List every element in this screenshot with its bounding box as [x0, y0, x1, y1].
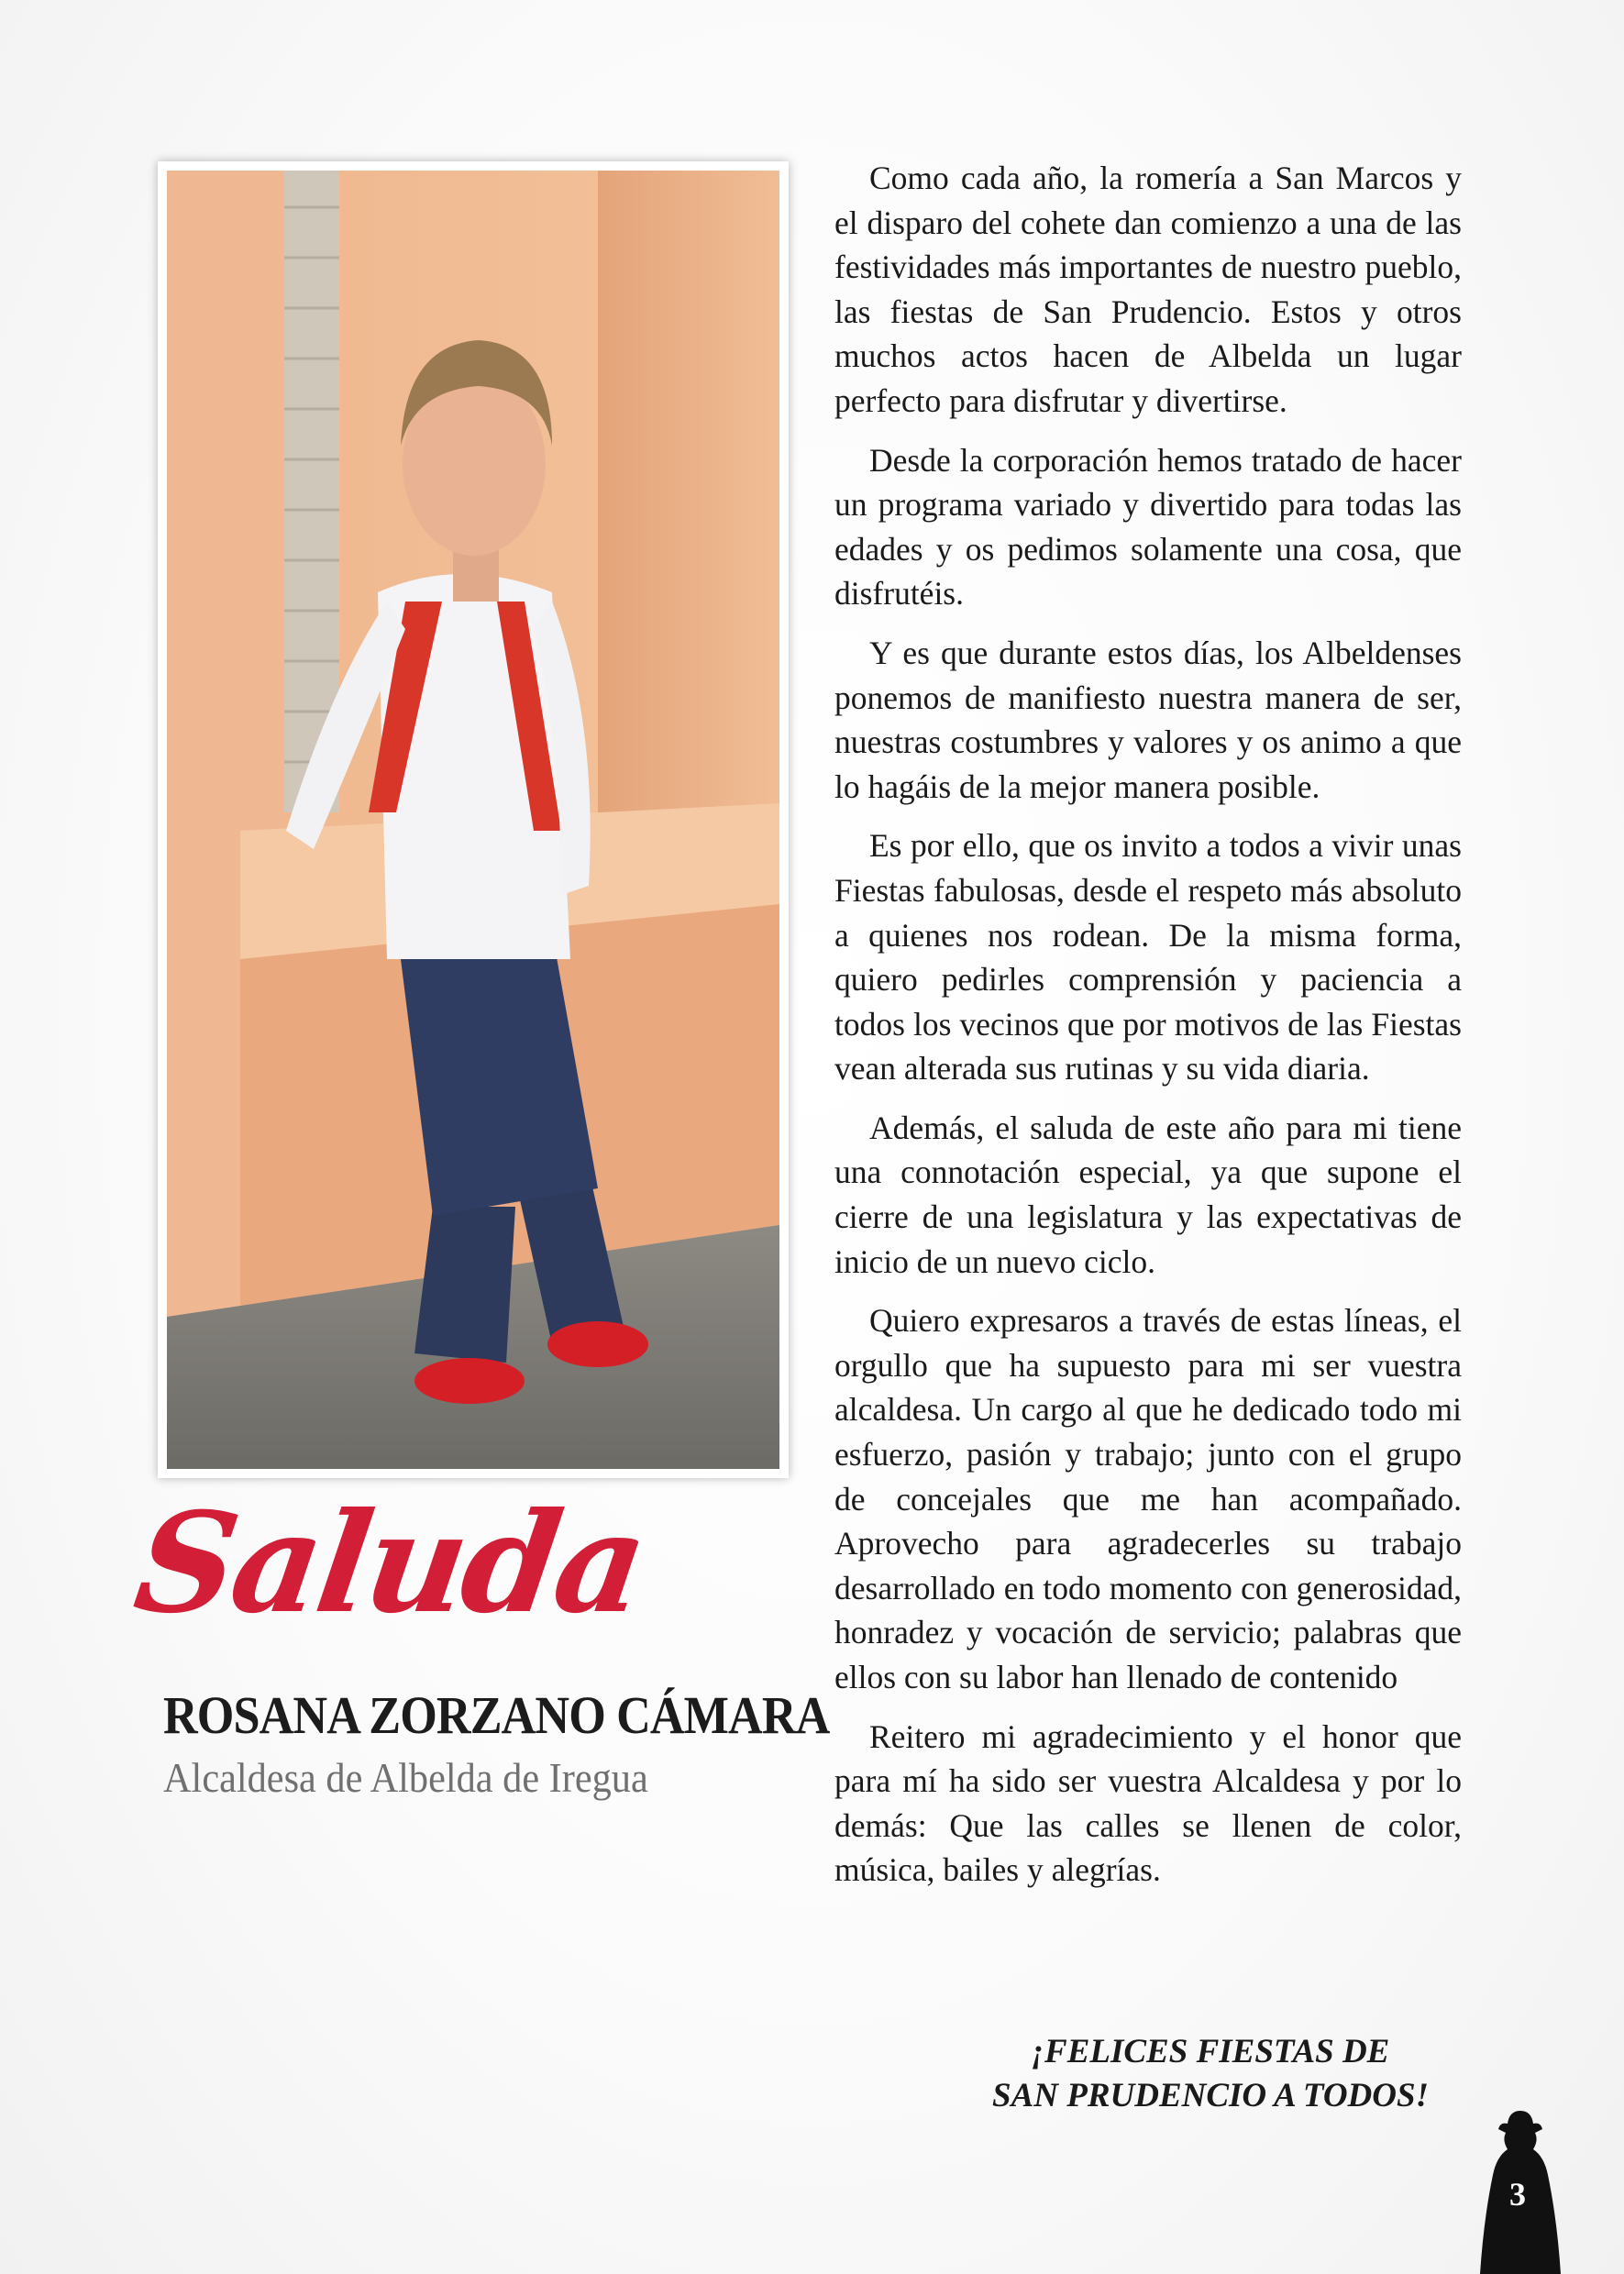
- paragraph: Desde la corporación hemos tratado de hacer un programa variado y divertido para todas las edades y os pedimos solamente una cosa, que disfrutéis.: [834, 441, 1462, 613]
- closing-greeting: [954, 2030, 1467, 2118]
- portrait-photo: [167, 171, 779, 1469]
- paragraph: Como cada año, la romería a San Marcos y el disparo del cohete dan comienzo a una de las festividades más importantes de nuestro pueblo, las fiestas de San Prudencio. Estos y otros muchos actos hacen de Albelda un lugar perfecto para disfrutar y divertirse.: [834, 160, 1462, 419]
- photo-frame: [158, 161, 789, 1478]
- person-role: Alcaldesa de Albelda de Iregua: [163, 1754, 648, 1801]
- paragraph: Y es que durante estos días, los Albeldenses ponemos de manifiesto nuestra manera de ser, nuestras costumbres y valores y os animo a que lo hagáis de la mejor manera posible.: [834, 634, 1462, 805]
- closing-line-1: ¡FELICES FIESTAS DE: [1031, 2033, 1390, 2070]
- paragraph: Es por ello, que os invito a todos a vivir unas Fiestas fabulosas, desde el respeto más absoluto a quienes nos rodean. De la misma forma, quiero pedirles comprensión y paciencia a todos los vecinos que por motivos de las Fiestas vean alterada sus rutinas y su vida diaria.: [834, 827, 1462, 1087]
- saluda-title: Saluda: [126, 1483, 654, 1644]
- paragraph: Quiero expresaros a través de estas líneas, el orgullo que ha supuesto para mi ser vuestra alcaldesa. Un cargo al que he dedicado todo mi esfuerzo, pasión y trabajo; junto con el grupo de concejales que me han acompañado. Aprovecho para agradecerles su trabajo desarrollado en todo momento con generosidad, honradez y vocación de servicio; palabras que ellos con su labor han llenado de contenido: [834, 1302, 1462, 1695]
- person-name: ROSANA ZORZANO CÁMARA: [163, 1685, 830, 1745]
- page-number: 3: [1509, 2176, 1526, 2213]
- letter-body: [834, 156, 1462, 1907]
- paragraph: Además, el saluda de este año para mi tiene una connotación especial, ya que supone el cierre de una legislatura y las expectativas de inicio de un nuevo ciclo.: [834, 1109, 1462, 1280]
- paragraph: Reitero mi agradecimiento y el honor que para mí ha sido ser vuestra Alcaldesa y por lo demás: Que las calles se llenen de color, música, bailes y alegrías.: [834, 1717, 1462, 1889]
- closing-line-2: SAN PRUDENCIO A TODOS!: [992, 2077, 1429, 2114]
